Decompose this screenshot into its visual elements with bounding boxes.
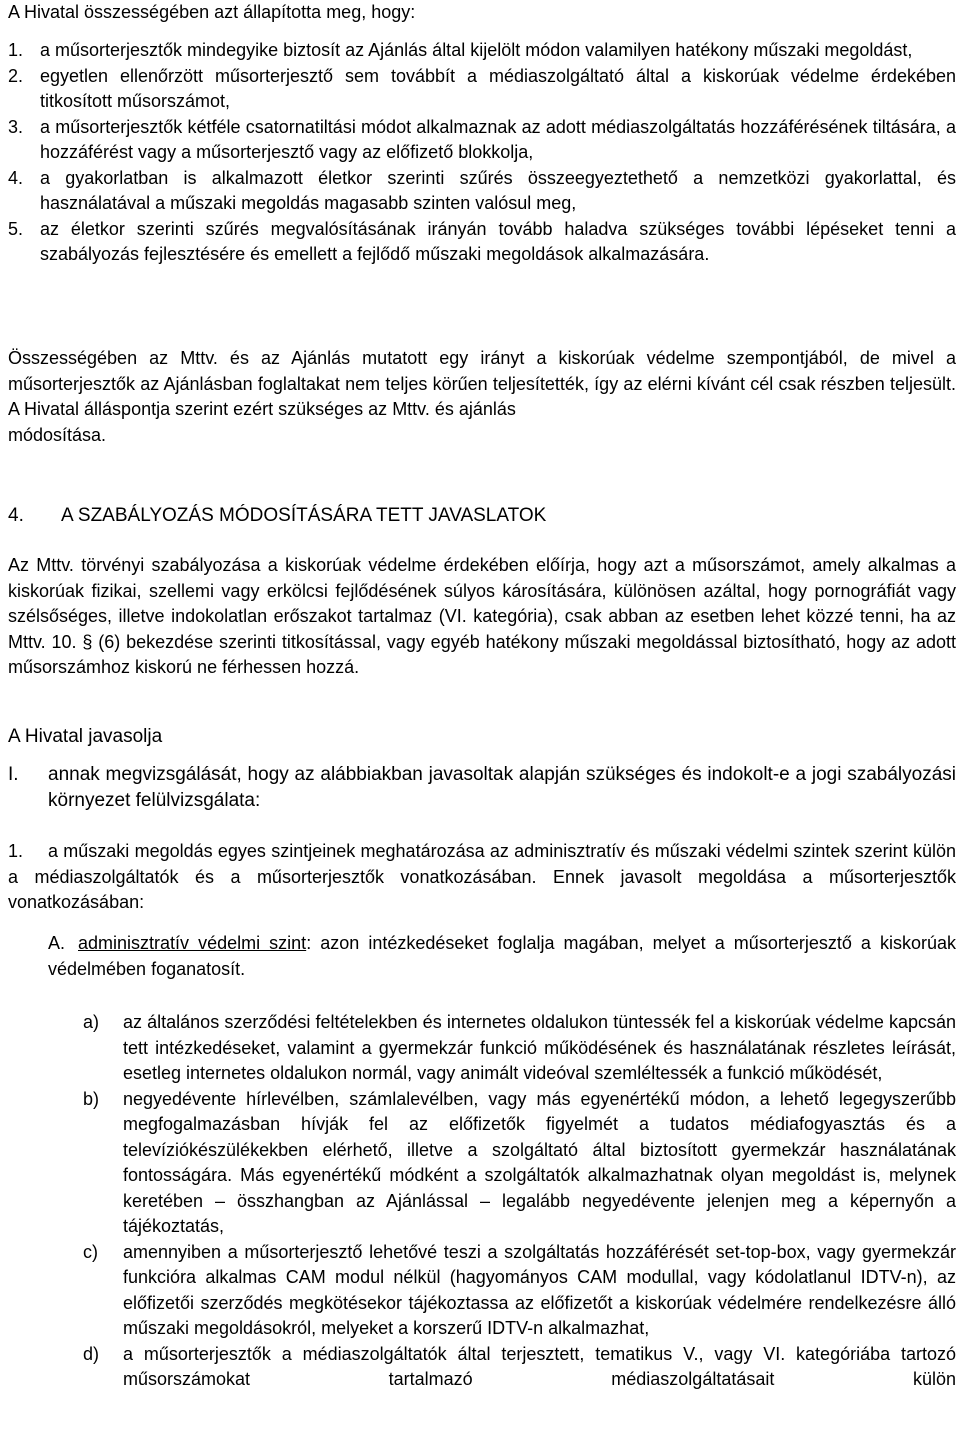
finding-number: 2. [8,65,24,86]
summary-paragraph [8,346,956,448]
finding-item [8,64,956,115]
section-number: 4. [8,505,24,526]
law-paragraph: Az Mttv. törvényi szabályozása a kiskorúak védelme érdekében előírja, hogy azt a műsorszámot, amely alkalmas a kiskorúak fizikai, szellemi vagy erkölcsi fejlődésének súlyos károsítására, különösen azáltal, hogy pornográfiát vagy szélsőséges, illetve indokolatlan erőszakot tartalmaz (VI. kategória), csak abban az esetben lehet közzé tenni, ha az Mttv. 10. § (6) bekezdése szerinti titkosítással, vagy egyéb hatékony műszaki megoldással biztosítható, hogy az adott műsorszámhoz kiskorú ne férhessen hozzá. [8,555,956,677]
finding-item [8,166,956,217]
roman-number: I. [8,764,19,785]
point-a [48,931,956,982]
finding-item [8,38,956,64]
finding-text: egyetlen ellenőrzött műsorterjesztő sem továbbít a médiaszolgáltató által a kiskorúak védelme érdekében titkosított műsorszámot, [40,65,956,111]
list-item-text: negyedévente hírlevélben, számlalevélben, vagy más egyenértékű módon, a lehető legegyszerűbb megfogalmazásban hívják fel az előfizetők figyelmét a tudatos médiafogyasztás és a televíziókészülékekben elérhető, illetve a szolgáltató által biztosított gyermekzár használatának fontosságára. Más egyenértékű módként a szolgáltatók alkalmazhatnak olyan megoldást is, melynek keretében – összhangban az Ajánlással – legalább negyedévente jelenjen meg a képernyőn a tájékoztatás, [123,1088,956,1236]
summary-text-end: módosítása. [8,424,107,445]
list-item-label: b) [83,1088,100,1109]
finding-number: 3. [8,116,24,137]
point-text: a műszaki megoldás egyes szintjeinek meghatározása az adminisztratív és műszaki védelmi szintek szerint külön a médiaszolgáltatók és a műsorterjesztők vonatkozásában. Ennek javasolt megoldása a műsorterjesztők vonatkozásában: [8,841,956,912]
summary-text: Összességében az Mttv. és az Ajánlás mutatott egy irányt a kiskorúak védelme szempontjából, de mivel a műsorterjesztők az Ajánlásban foglaltakat nem teljes körűen teljesítették, így az elérni kívánt cél csak részben teljesült. A Hivatal álláspontja szerint ezért szükséges az Mttv. és ajánlás [8,348,956,419]
point-letter: A. [48,933,66,953]
point-number: 1. [8,841,24,861]
list-item-label: c) [83,1241,98,1262]
section-title: A SZABÁLYOZÁS MÓDOSÍTÁSÁRA TETT JAVASLATOK [61,505,547,526]
list-item [8,1240,956,1342]
intro-text: A Hivatal összességében azt állapította meg, hogy: [8,2,416,22]
section-heading [8,503,546,529]
finding-number: 5. [8,218,24,239]
point-1 [8,839,956,916]
list-item-text: az általános szerződési feltételekben és internetes oldalukon tüntessék fel a kiskorúak védelme kapcsán tett intézkedéseket, valamint a gyermekzár funkció működésének és használatának részletes leírását, esetleg internetes oldalukon normál, vagy animált videóval szemléltessék a funkció működését, [123,1012,956,1083]
list-item-text: a műsorterjesztők a médiaszolgáltatók által terjesztett, tematikus V., vagy VI. kategóriába tartozó műsorszámokat tartalmazó médiaszolgáltatásait külön [123,1343,956,1389]
list-item [8,1342,956,1393]
finding-item [8,217,956,268]
list-item-text: amennyiben a műsorterjesztő lehetővé teszi a szolgáltatás hozzáférését set-top-box, vagy gyermekzár funkcióra alkalmas CAM modul nélkül (hagyományos CAM modullal, vagy kódolatlanul IDTV-n), az előfizetői szerződés megkötésekor tájékoztassa az előfizetőt a kiskorúak védelmére rendelkezésre álló műszaki megoldásokról, melyeket a korszerű IDTV-n alkalmazhat, [123,1241,956,1338]
proposes-heading: A Hivatal javasolja [8,726,163,747]
finding-text: a műsorterjesztők mindegyike biztosít az Ajánlás által kijelölt módon valamilyen hatékony műszaki megoldást, [40,40,913,60]
list-item-label: d) [83,1343,100,1364]
finding-item [8,115,956,166]
finding-text: a gyakorlatban is alkalmazott életkor szerinti szűrés összeegyeztethető a nemzetközi gyakorlattal, és használatával a műszaki megoldás magasabb szinten valósul meg, [40,167,956,213]
subitem-list [8,1010,956,1393]
finding-text: az életkor szerinti szűrés megvalósításának irányán tovább haladva szükséges további lépéseket tenni a szabályozás fejlesztésére és emellett a fejlődő műszaki megoldások alkalmazására. [40,218,956,264]
finding-number: 4. [8,167,24,188]
finding-number: 1. [8,40,24,60]
underlined-term: adminisztratív védelmi szint [78,933,307,953]
list-item [8,1087,956,1240]
roman-item [8,762,956,813]
roman-text: annak megvizsgálását, hogy az alábbiakban javasoltak alapján szükséges és indokolt-e a jogi szabályozási környezet felülvizsgálata: [48,764,956,811]
finding-text: a műsorterjesztők kétféle csatornatiltási módot alkalmaznak az adott médiaszolgáltatás hozzáférésének tiltására, a hozzáférést vagy a műsorterjesztő vagy az előfizető blokkolja, [40,116,956,162]
point-a-text: : azon intézkedéseket foglalja magában, melyet a műsorterjesztő a kiskorúak védelmében foganatosít. [48,933,956,979]
findings-list [8,38,956,268]
list-item-label: a) [83,1012,100,1032]
list-item [8,1010,956,1087]
